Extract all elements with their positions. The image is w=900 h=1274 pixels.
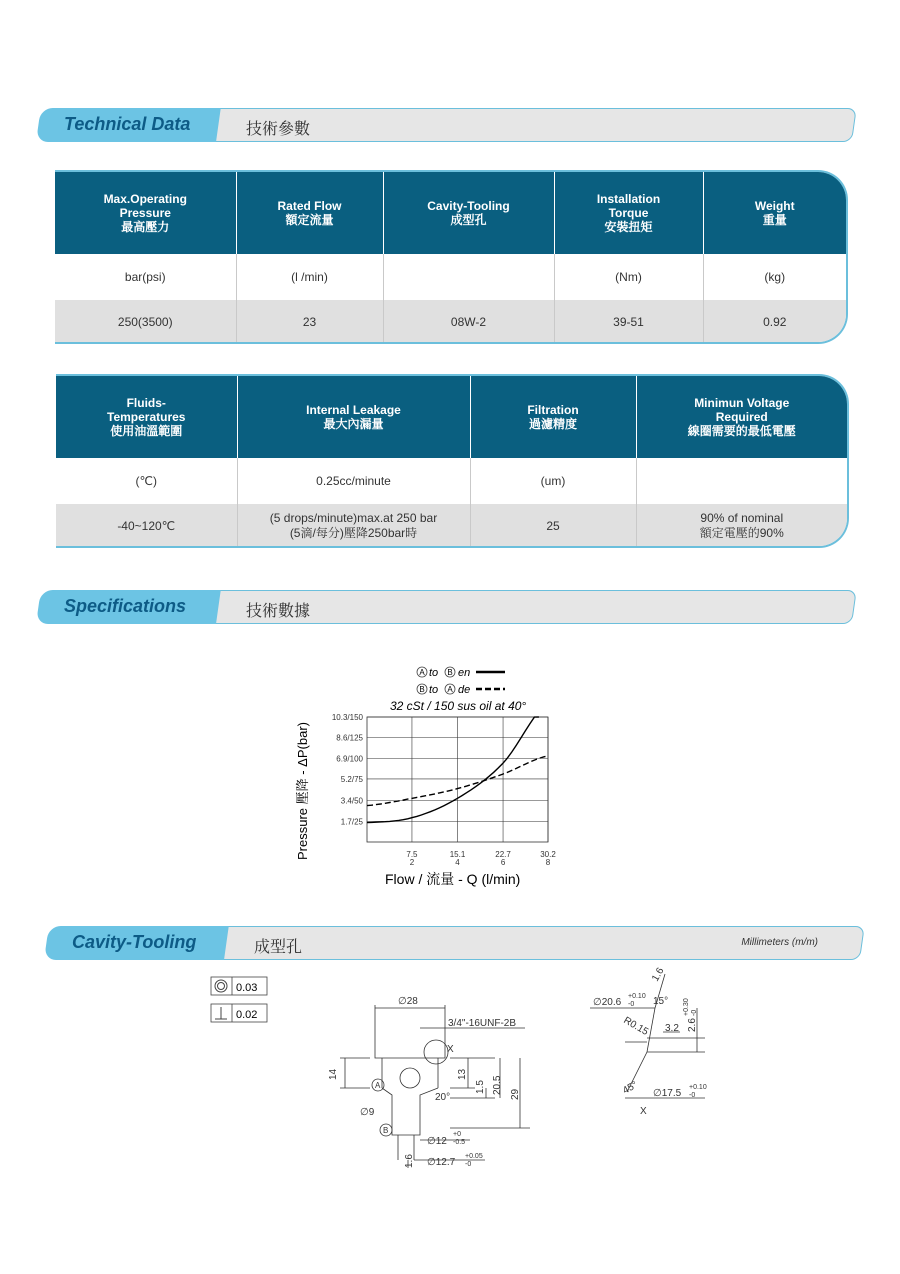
y-tick-label: 1.7/25 <box>340 817 363 827</box>
legend-de: de <box>458 684 471 696</box>
x-tick-label-gpm: 8 <box>545 858 551 867</box>
chart-grid <box>367 717 548 842</box>
unit-voltage <box>636 458 847 504</box>
unit-weight: (kg) <box>703 254 846 300</box>
legend-b1: B <box>447 668 453 677</box>
unit-filtration: (um) <box>470 458 636 504</box>
dim-h14: 14 <box>328 1068 339 1080</box>
header-weight: Weight 重量 <box>703 172 846 254</box>
header-cavity-tooling: Cavity-Tooling 成型孔 <box>383 172 554 254</box>
cavity-tooling-title: Cavity-Tooling <box>72 932 197 952</box>
value-pressure: 250(3500) <box>55 300 236 344</box>
technical-table-1 <box>55 172 846 344</box>
label-x: X <box>447 1044 454 1055</box>
technical-table-2-frame <box>56 374 849 548</box>
x-tick-label: 30.2 <box>540 850 556 859</box>
dim-h2-6-tol-dn: -0 <box>691 1009 698 1016</box>
dim-d12-7: ∅12.7 <box>427 1157 456 1168</box>
dim-d20-6: ∅20.6 <box>593 997 622 1008</box>
header-max-pressure: Max.Operating Pressure 最高壓力 <box>55 172 236 254</box>
unit-cavity <box>383 254 554 300</box>
dim-h20-5: 20.5 <box>492 1075 503 1095</box>
y-tick-label: 10.3/150 <box>331 713 363 722</box>
x-tick-label: 15.1 <box>449 850 466 859</box>
unit-temperature: (℃) <box>56 458 237 504</box>
dim-d1-6: 1.6 <box>650 965 667 984</box>
value-leakage: (5 drops/minute)max.at 250 bar (5滴/每分)壓降250bar時 <box>237 504 470 548</box>
dim-r0-15: R0.15 <box>621 1015 651 1038</box>
dim-d12: ∅12 <box>427 1136 447 1147</box>
units-note: Millimeters (m/m) <box>741 937 818 948</box>
y-tick-label: 3.4/50 <box>340 796 363 806</box>
dim-h1-6: 1.6 <box>404 1154 415 1168</box>
cavity-tooling-title-zh: 成型孔 <box>254 939 303 956</box>
label-x-detail: X <box>640 1106 647 1117</box>
technical-table-2 <box>56 376 847 548</box>
y-tick-label: 8.6/125 <box>336 733 363 743</box>
dim-d17-5-tol-dn: -0 <box>689 1092 696 1099</box>
dim-d3-2: 3.2 <box>665 1023 679 1034</box>
chart-legend <box>417 667 505 696</box>
technical-data-title-zh: 技術參數 <box>246 121 311 138</box>
tolerance-symbols <box>210 976 270 1026</box>
dim-d12-7-tol-up: +0.05 <box>465 1153 483 1160</box>
header-filtration: Filtration 過濾精度 <box>470 376 636 458</box>
label-a: A <box>375 1081 381 1090</box>
dim-d12-tol-dn: -0.5 <box>453 1139 466 1146</box>
dim-h1-5: 1.5 <box>475 1080 486 1094</box>
value-weight: 0.92 <box>703 300 846 344</box>
dim-d20-6-tol-up: +0.10 <box>628 993 646 1000</box>
dim-angle20: 20° <box>435 1092 451 1103</box>
tolerance-perpendicularity: 0.02 <box>236 1009 258 1021</box>
dim-angle15: 15° <box>653 996 669 1007</box>
technical-data-banner <box>36 108 852 142</box>
value-filtration: 25 <box>470 504 636 548</box>
cavity-tooling-banner <box>44 926 860 960</box>
chart-x-label: Flow / 流量 - Q (l/min) <box>385 871 521 887</box>
x-tick-label: 22.7 <box>495 850 511 859</box>
detail-x-drawing <box>585 962 725 1122</box>
chart-y-label: Pressure 壓降 - ΔP(bar) <box>295 722 310 860</box>
value-cavity: 08W-2 <box>383 300 554 344</box>
x-tick-label-gpm: 4 <box>455 858 460 867</box>
value-flow: 23 <box>236 300 383 344</box>
specifications-title: Specifications <box>64 596 187 616</box>
y-tick-label: 6.9/100 <box>336 754 363 764</box>
dim-h2-6-tol-up: +0.30 <box>683 998 690 1016</box>
legend-to-1: to <box>429 667 439 679</box>
chart-title: 32 cSt / 150 sus oil at 40° <box>390 699 527 713</box>
y-tick-label: 5.2/75 <box>340 774 363 784</box>
legend-a1: A <box>419 668 425 677</box>
chart-x-ticks <box>406 850 556 867</box>
header-rated-flow: Rated Flow 額定流量 <box>236 172 383 254</box>
specifications-title-zh: 技術數據 <box>246 603 311 620</box>
legend-to-2: to <box>429 684 439 696</box>
cavity-section-drawing <box>320 990 540 1180</box>
legend-a2: A <box>447 685 453 694</box>
pressure-flow-chart <box>280 660 580 890</box>
dim-angle45: 45° <box>621 1079 640 1097</box>
unit-pressure: bar(psi) <box>55 254 236 300</box>
dim-thread: 3/4"-16UNF-2B <box>448 1018 517 1029</box>
value-voltage: 90% of nominal 額定電壓的90% <box>636 504 847 548</box>
header-minimum-voltage: Minimun Voltage Required 線圈需要的最低電壓 <box>636 376 847 458</box>
dim-d17-5: ∅17.5 <box>653 1088 682 1099</box>
technical-table-1-frame <box>55 170 848 344</box>
value-torque: 39-51 <box>554 300 703 344</box>
dim-h13: 13 <box>457 1068 468 1080</box>
legend-b2: B <box>419 685 425 694</box>
tolerance-concentricity: 0.03 <box>236 982 258 994</box>
unit-leakage: 0.25cc/minute <box>237 458 470 504</box>
unit-flow: (l /min) <box>236 254 383 300</box>
dim-d28: ∅28 <box>398 996 418 1007</box>
technical-data-title: Technical Data <box>64 114 191 134</box>
unit-torque: (Nm) <box>554 254 703 300</box>
label-b: B <box>383 1126 389 1135</box>
header-fluid-temperatures: Fluids- Temperatures 使用油溫範圍 <box>56 376 237 458</box>
x-tick-label: 7.5 <box>406 850 418 859</box>
header-installation-torque: Installation Torque 安裝扭矩 <box>554 172 703 254</box>
x-tick-label-gpm: 6 <box>500 858 506 867</box>
dim-d12-tol-up: +0 <box>453 1131 461 1138</box>
dim-h29: 29 <box>510 1088 521 1100</box>
specifications-banner <box>36 590 852 624</box>
value-temperature: -40~120℃ <box>56 504 237 548</box>
dim-d12-7-tol-dn: -0 <box>465 1161 472 1168</box>
dim-d17-5-tol-up: +0.10 <box>689 1084 707 1091</box>
dim-d9: ∅9 <box>360 1107 375 1118</box>
header-internal-leakage: Internal Leakage 最大內漏量 <box>237 376 470 458</box>
x-tick-label-gpm: 2 <box>409 858 415 867</box>
legend-en: en <box>458 667 471 679</box>
chart-y-ticks <box>332 713 364 826</box>
dim-d20-6-tol-dn: -0 <box>628 1001 635 1008</box>
dim-h2-6: 2.6 <box>687 1018 698 1032</box>
